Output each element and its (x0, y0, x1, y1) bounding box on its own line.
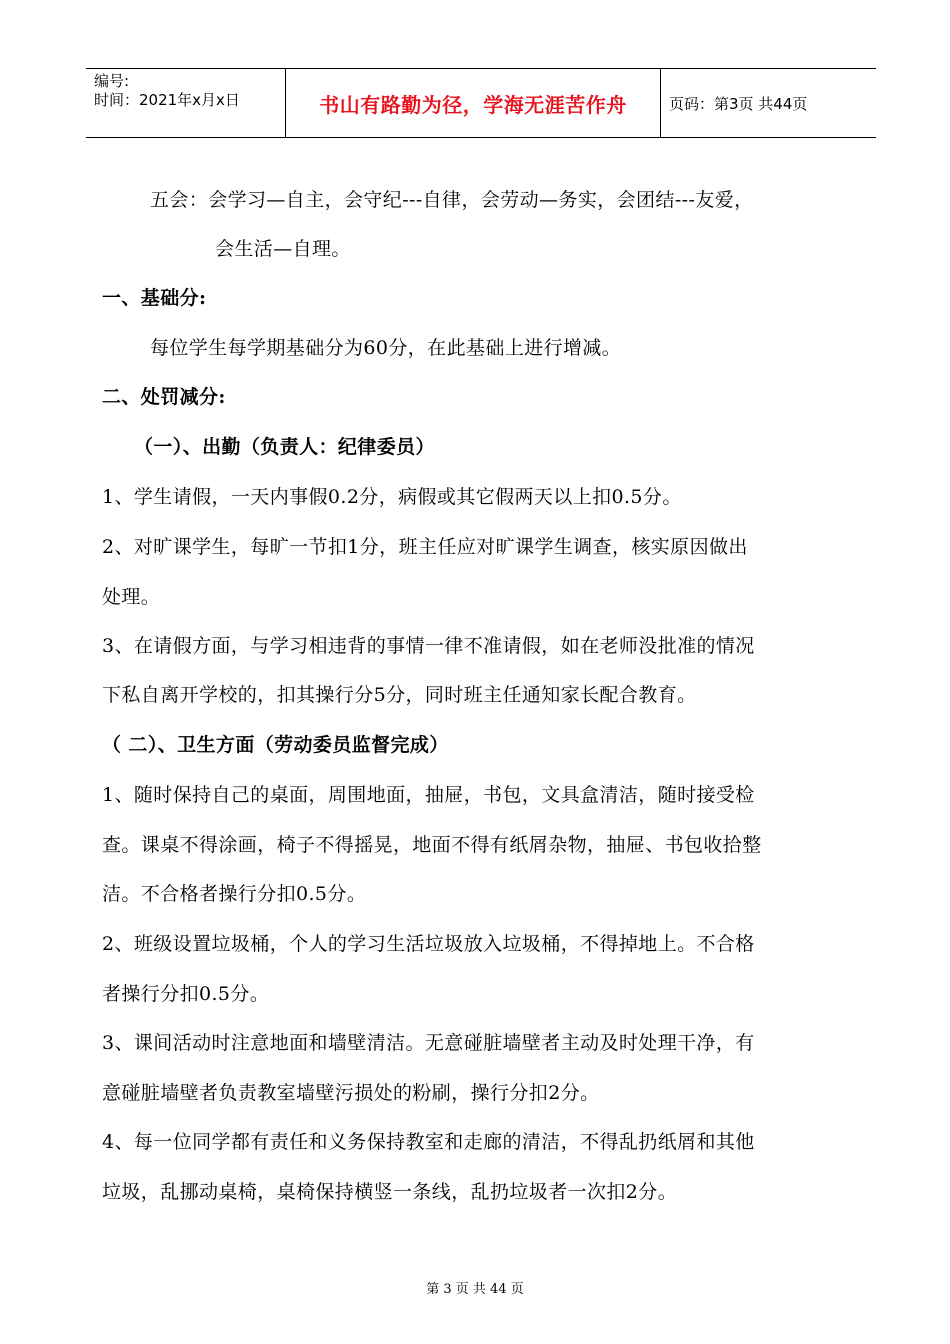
text-line-9: 处理。 (102, 586, 161, 608)
subsection-heading-2: （ 二）、卫生方面（劳动委员监督完成） (102, 734, 449, 756)
text-line-7: 1、学生请假，一天内事假0.2分，病假或其它假两天以上扣0.5分。 (102, 486, 682, 508)
text-line-11: 下私自离开学校的，扣其操行分5分，同时班主任通知家长配合教育。 (102, 684, 697, 706)
number-label: 编号: (94, 72, 130, 90)
text-line-15: 洁。不合格者操行分扣0.5分。 (102, 883, 367, 905)
header-info (86, 69, 286, 137)
text-line-21: 垃圾，乱挪动桌椅，桌椅保持横竖一条线，乱扔垃圾者一次扣2分。 (102, 1181, 678, 1203)
text-line-14: 查。课桌不得涂画，椅子不得摇晃，地面不得有纸屑杂物，抽屉、书包收拾整 (102, 834, 762, 856)
page-footer: 第 3 页 共 44 页 (426, 1282, 524, 1297)
text-line-4: 每位学生每学期基础分为60分，在此基础上进行增减。 (150, 337, 622, 359)
header-page-label: 页码：第3页 共44页 (669, 94, 808, 113)
text-line-8: 2、对旷课学生，每旷一节扣1分，班主任应对旷课学生调查，核实原因做出 (102, 536, 748, 558)
text-line-19: 意碰脏墙壁者负责教室墙壁污损处的粉刷，操行分扣2分。 (102, 1082, 600, 1104)
text-line-10: 3、在请假方面，与学习相违背的事情一律不准请假，如在老师没批准的情况 (102, 635, 755, 657)
text-line-20: 4、每一位同学都有责任和义务保持教室和走廊的清洁，不得乱扔纸屑和其他 (102, 1131, 755, 1153)
text-line-13: 1、随时保持自己的桌面，周围地面，抽屉，书包，文具盒清洁，随时接受检 (102, 784, 755, 806)
header-motto: 书山有路勤为径，学海无涯苦作舟 (286, 69, 661, 137)
subsection-heading-1: （一）、出勤（负责人：纪律委员） (134, 436, 435, 458)
text-line-16: 2、班级设置垃圾桶，个人的学习生活垃圾放入垃圾桶，不得掉地上。不合格 (102, 933, 755, 955)
section-heading-1: 一、基础分: (102, 287, 207, 309)
time-label: 时间：2021年x月x日 (94, 91, 240, 109)
text-line-17: 者操行分扣0.5分。 (102, 983, 270, 1005)
text-line-18: 3、课间活动时注意地面和墙壁清洁。无意碰脏墙壁者主动及时处理干净，有 (102, 1032, 755, 1054)
text-line-2: 会生活—自理。 (215, 238, 351, 260)
text-line-1: 五会：会学习—自主，会守纪---自律，会劳动—务实，会团结---友爱， (150, 189, 754, 211)
section-heading-2: 二、处罚减分: (102, 386, 226, 408)
page-header (86, 68, 876, 138)
